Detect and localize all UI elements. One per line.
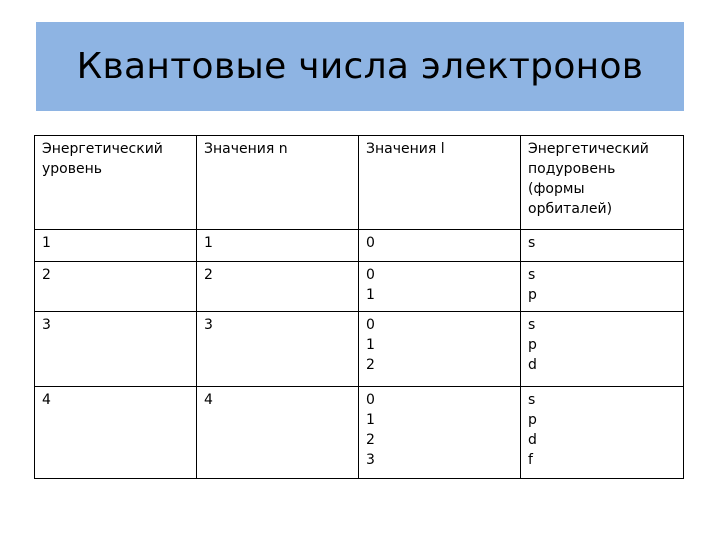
cell-sublevel — [521, 312, 684, 387]
header-line: Значения n — [204, 141, 288, 157]
cell-n: 1 — [197, 230, 359, 262]
cell-level: 1 — [35, 230, 197, 262]
l-value: 0 — [366, 317, 375, 333]
header-n-values — [197, 136, 359, 230]
table-header-row — [35, 136, 684, 230]
l-value: 1 — [366, 412, 375, 428]
sublevel-value: p — [528, 337, 537, 353]
cell-n: 3 — [197, 312, 359, 387]
header-line: Значения l — [366, 141, 445, 157]
header-sublevel — [521, 136, 684, 230]
header-line: орбиталей) — [528, 201, 613, 217]
header-line: Энергетический — [528, 141, 649, 157]
cell-l — [359, 312, 521, 387]
table-row — [35, 262, 684, 312]
header-line: подуровень — [528, 161, 616, 177]
sublevel-value: s — [528, 392, 536, 408]
l-value: 0 — [366, 392, 375, 408]
header-energy-level — [35, 136, 197, 230]
cell-l — [359, 387, 521, 479]
cell-level: 2 — [35, 262, 197, 312]
header-line: уровень — [42, 161, 103, 177]
l-value: 2 — [366, 357, 375, 373]
l-value: 0 — [366, 267, 375, 283]
header-l-values — [359, 136, 521, 230]
cell-l — [359, 230, 521, 262]
cell-level: 4 — [35, 387, 197, 479]
l-value: 3 — [366, 452, 375, 468]
cell-n: 2 — [197, 262, 359, 312]
sublevel-value: p — [528, 287, 537, 303]
title-band — [36, 22, 684, 111]
sublevel-value: f — [528, 452, 533, 468]
table-row — [35, 230, 684, 262]
l-value: 1 — [366, 337, 375, 353]
cell-sublevel — [521, 387, 684, 479]
quantum-numbers-table — [34, 135, 684, 479]
l-value: 2 — [366, 432, 375, 448]
cell-sublevel — [521, 230, 684, 262]
header-line: (формы — [528, 181, 585, 197]
sublevel-value: d — [528, 432, 537, 448]
cell-sublevel — [521, 262, 684, 312]
cell-level: 3 — [35, 312, 197, 387]
sublevel-value: p — [528, 412, 537, 428]
l-value: 1 — [366, 287, 375, 303]
l-value: 0 — [366, 235, 375, 251]
header-line: Энергетический — [42, 141, 163, 157]
cell-l — [359, 262, 521, 312]
sublevel-value: d — [528, 357, 537, 373]
sublevel-value: s — [528, 317, 536, 333]
table-row — [35, 312, 684, 387]
table-row — [35, 387, 684, 479]
sublevel-value: s — [528, 267, 536, 283]
slide-title: Квантовые числа электронов — [76, 46, 644, 87]
sublevel-value: s — [528, 235, 536, 251]
cell-n: 4 — [197, 387, 359, 479]
